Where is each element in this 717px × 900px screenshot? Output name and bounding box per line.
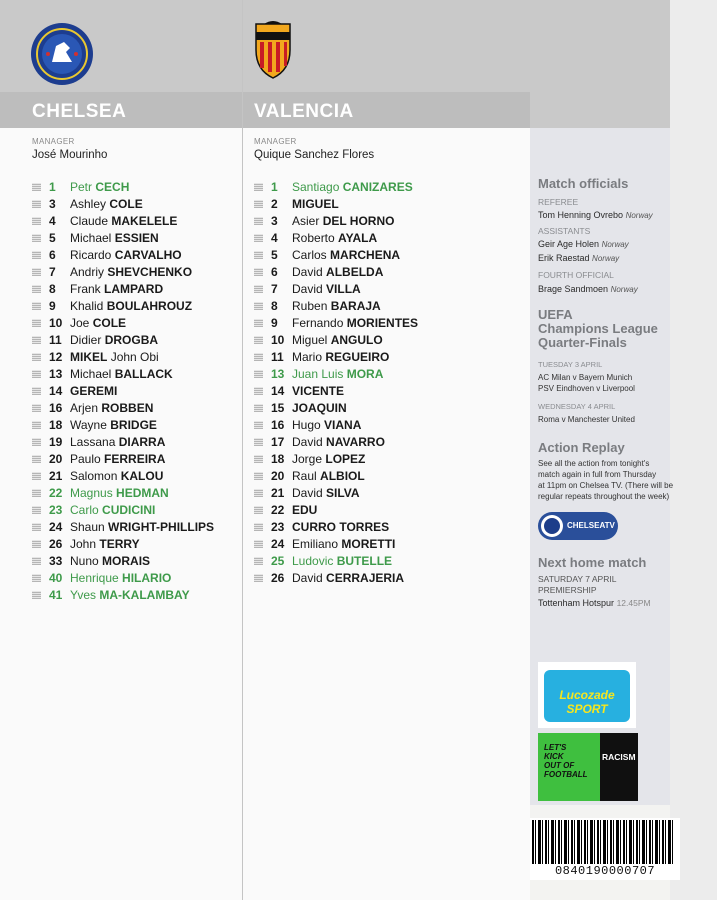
checkbox-mark-icon: [32, 506, 41, 514]
checkbox-mark-icon: [254, 489, 263, 497]
player-row: [254, 366, 524, 383]
player-number: 25: [271, 554, 285, 568]
player-number: 22: [271, 503, 285, 517]
player-number: 41: [49, 588, 63, 602]
player-name: Salomon KALOU: [70, 469, 164, 483]
next-match-heading: Next home match: [538, 555, 647, 570]
player-name: Petr CECH: [70, 180, 130, 194]
player-number: 8: [49, 282, 56, 296]
player-name: Yves MA-KALAMBAY: [70, 588, 190, 602]
valencia-team-name: VALENCIA: [254, 101, 354, 122]
chelsea-crest-icon: [30, 22, 94, 86]
checkbox-mark-icon: [254, 285, 263, 293]
checkbox-mark-icon: [32, 268, 41, 276]
player-number: 18: [49, 418, 63, 432]
player-name: Hugo VIANA: [292, 418, 362, 432]
player-row: [32, 179, 237, 196]
checkbox-mark-icon: [32, 336, 41, 344]
player-row: [254, 332, 524, 349]
player-number: 14: [49, 384, 63, 398]
player-name: John TERRY: [70, 537, 140, 551]
player-name: Michael ESSIEN: [70, 231, 159, 245]
player-number: 2: [271, 197, 278, 211]
barcode-bars: [532, 820, 674, 864]
checkbox-mark-icon: [32, 591, 41, 599]
player-number: 17: [271, 435, 285, 449]
player-row: [32, 349, 237, 366]
assistant-1: Geir Age Holen Norway: [538, 239, 629, 249]
player-row: [254, 417, 524, 434]
checkbox-mark-icon: [254, 183, 263, 191]
chelsea-team-name: CHELSEA: [32, 101, 127, 122]
checkbox-mark-icon: [32, 523, 41, 531]
player-name: Frank LAMPARD: [70, 282, 164, 296]
player-name: Ashley COLE: [70, 197, 143, 211]
checkbox-mark-icon: [32, 251, 41, 259]
player-name: Didier DROGBA: [70, 333, 159, 347]
player-number: 14: [271, 384, 285, 398]
player-number: 7: [271, 282, 278, 296]
player-row: [254, 451, 524, 468]
checkbox-mark-icon: [254, 217, 263, 225]
player-number: 33: [49, 554, 63, 568]
chelsea-tv-logo-icon: [541, 515, 563, 537]
player-name: Roberto AYALA: [292, 231, 378, 245]
player-number: 15: [271, 401, 285, 415]
player-name: Emiliano MORETTI: [292, 537, 396, 551]
fourth-official-label: FOURTH OFFICIAL: [538, 270, 614, 280]
player-name: David SILVA: [292, 486, 360, 500]
player-row: [32, 519, 237, 536]
player-name: Lassana DIARRA: [70, 435, 166, 449]
player-name: Jorge LOPEZ: [292, 452, 366, 466]
player-name: David NAVARRO: [292, 435, 385, 449]
page-edge: [670, 0, 717, 900]
player-name: Nuno MORAIS: [70, 554, 151, 568]
player-name: Khalid BOULAHROUZ: [70, 299, 193, 313]
player-row: [32, 264, 237, 281]
player-row: [254, 213, 524, 230]
player-name: Mario REGUEIRO: [292, 350, 390, 364]
valencia-roster: [254, 179, 524, 587]
player-name: David ALBELDA: [292, 265, 384, 279]
player-name: Michael BALLACK: [70, 367, 173, 381]
next-match-date: SATURDAY 7 APRIL: [538, 574, 617, 584]
checkbox-mark-icon: [254, 506, 263, 514]
player-number: 21: [49, 469, 63, 483]
player-number: 13: [49, 367, 63, 381]
checkbox-mark-icon: [32, 489, 41, 497]
checkbox-mark-icon: [254, 574, 263, 582]
player-name: Ricardo CARVALHO: [70, 248, 182, 262]
uefa-match-3: Roma v Manchester United: [538, 415, 635, 424]
player-row: [254, 485, 524, 502]
player-row: [32, 230, 237, 247]
player-number: 11: [49, 333, 62, 347]
player-name: Asier DEL HORNO: [292, 214, 395, 228]
player-name: VICENTE: [292, 384, 345, 398]
player-number: 10: [49, 316, 63, 330]
assistants-label: ASSISTANTS: [538, 226, 591, 236]
player-number: 5: [49, 231, 56, 245]
checkbox-mark-icon: [32, 353, 41, 361]
chelsea-manager-label: MANAGER: [32, 137, 75, 146]
checkbox-mark-icon: [254, 234, 263, 242]
checkbox-mark-icon: [254, 438, 263, 446]
player-row: [254, 349, 524, 366]
checkbox-mark-icon: [32, 319, 41, 327]
checkbox-mark-icon: [32, 285, 41, 293]
checkbox-mark-icon: [254, 540, 263, 548]
player-row: [254, 264, 524, 281]
checkbox-mark-icon: [32, 404, 41, 412]
checkbox-mark-icon: [32, 574, 41, 582]
player-number: 21: [271, 486, 285, 500]
player-name: Henrique HILARIO: [70, 571, 172, 585]
player-name: CURRO TORRES: [292, 520, 390, 534]
checkbox-mark-icon: [254, 319, 263, 327]
fourth-official-name: Brage Sandmoen Norway: [538, 284, 638, 294]
checkbox-mark-icon: [32, 183, 41, 191]
player-number: 24: [49, 520, 63, 534]
player-row: [254, 570, 524, 587]
checkbox-mark-icon: [254, 387, 263, 395]
player-number: 1: [271, 180, 278, 194]
barcode-digits: 0840190000707: [554, 864, 656, 878]
player-number: 26: [271, 571, 285, 585]
chelsea-roster: [32, 179, 237, 604]
player-name: Claude MAKELELE: [70, 214, 178, 228]
checkbox-mark-icon: [254, 404, 263, 412]
player-row: [254, 502, 524, 519]
player-name: Ruben BARAJA: [292, 299, 381, 313]
player-number: 6: [271, 265, 278, 279]
player-name: GEREMI: [70, 384, 118, 398]
player-row: [32, 400, 237, 417]
valencia-manager-name: Quique Sanchez Flores: [254, 149, 375, 161]
checkbox-mark-icon: [32, 455, 41, 463]
player-row: [254, 536, 524, 553]
player-number: 23: [271, 520, 285, 534]
checkbox-mark-icon: [254, 557, 263, 565]
player-row: [32, 451, 237, 468]
column-divider: [242, 0, 243, 900]
player-row: [254, 519, 524, 536]
player-number: 26: [49, 537, 63, 551]
referee-name: Tom Henning Ovrebo Norway: [538, 210, 653, 220]
checkbox-mark-icon: [254, 421, 263, 429]
checkbox-mark-icon: [32, 370, 41, 378]
player-row: [32, 553, 237, 570]
uefa-heading: UEFA Champions League Quarter-Finals: [538, 307, 658, 350]
player-row: [254, 468, 524, 485]
player-number: 7: [49, 265, 56, 279]
checkbox-mark-icon: [254, 523, 263, 531]
player-name: JOAQUIN: [292, 401, 347, 415]
player-number: 16: [49, 401, 63, 415]
player-row: [32, 468, 237, 485]
player-name: Magnus HEDMAN: [70, 486, 169, 500]
officials-heading: Match officials: [538, 176, 629, 191]
player-row: [32, 587, 237, 604]
checkbox-mark-icon: [32, 421, 41, 429]
sidebar-top: [530, 0, 670, 128]
checkbox-mark-icon: [254, 336, 263, 344]
player-name: Miguel ANGULO: [292, 333, 383, 347]
player-name: Ludovic BUTELLE: [292, 554, 393, 568]
checkbox-mark-icon: [32, 472, 41, 480]
player-row: [254, 553, 524, 570]
checkbox-mark-icon: [32, 540, 41, 548]
player-number: 20: [49, 452, 63, 466]
chelsea-tv-badge: CHELSEATV: [538, 512, 618, 540]
player-row: [32, 213, 237, 230]
checkbox-mark-icon: [32, 234, 41, 242]
player-row: [32, 332, 237, 349]
player-name: Juan Luis MORA: [292, 367, 384, 381]
next-match-fixture: Tottenham Hotspur 12.45PM: [538, 598, 651, 608]
player-row: [32, 417, 237, 434]
player-number: 9: [49, 299, 56, 313]
player-row: [32, 247, 237, 264]
player-name: Fernando MORIENTES: [292, 316, 419, 330]
player-number: 40: [49, 571, 63, 585]
player-row: [32, 315, 237, 332]
player-number: 13: [271, 367, 285, 381]
checkbox-mark-icon: [254, 455, 263, 463]
checkbox-mark-icon: [254, 251, 263, 259]
replay-line-4: regular repeats throughout the week): [538, 492, 670, 501]
player-number: 8: [271, 299, 278, 313]
player-number: 3: [271, 214, 278, 228]
player-name: Shaun WRIGHT-PHILLIPS: [70, 520, 215, 534]
player-number: 5: [271, 248, 278, 262]
player-row: [32, 485, 237, 502]
player-name: Carlos MARCHENA: [292, 248, 401, 262]
player-row: [32, 570, 237, 587]
player-row: [32, 536, 237, 553]
valencia-manager-label: MANAGER: [254, 137, 297, 146]
player-number: 1: [49, 180, 56, 194]
player-row: [254, 383, 524, 400]
player-number: 9: [271, 316, 278, 330]
checkbox-mark-icon: [254, 268, 263, 276]
player-row: [254, 315, 524, 332]
player-row: [254, 247, 524, 264]
player-row: [32, 196, 237, 213]
player-name: Paulo FERREIRA: [70, 452, 166, 466]
player-row: [32, 383, 237, 400]
next-match-competition: PREMIERSHIP: [538, 585, 597, 595]
player-row: [32, 366, 237, 383]
player-row: [254, 281, 524, 298]
player-name: EDU: [292, 503, 318, 517]
player-row: [32, 434, 237, 451]
replay-line-3: at 11pm on Chelsea TV. (There will be: [538, 481, 674, 490]
player-name: Andriy SHEVCHENKO: [70, 265, 193, 279]
player-number: 4: [49, 214, 56, 228]
lucozade-sport-logo: Lucozade SPORT: [538, 662, 636, 728]
player-number: 23: [49, 503, 63, 517]
player-number: 18: [271, 452, 285, 466]
player-name: Joe COLE: [70, 316, 127, 330]
player-row: [254, 400, 524, 417]
player-row: [32, 298, 237, 315]
checkbox-mark-icon: [32, 200, 41, 208]
player-number: 6: [49, 248, 56, 262]
player-name: Carlo CUDICINI: [70, 503, 156, 517]
checkbox-mark-icon: [32, 217, 41, 225]
checkbox-mark-icon: [254, 302, 263, 310]
kick-racism-logo: LET'S KICK OUT OF FOOTBALL RACISM: [538, 733, 638, 801]
checkbox-mark-icon: [254, 353, 263, 361]
player-number: 11: [271, 350, 284, 364]
player-row: [32, 281, 237, 298]
player-number: 24: [271, 537, 285, 551]
player-row: [254, 298, 524, 315]
uefa-day-1: TUESDAY 3 APRIL: [538, 360, 603, 369]
checkbox-mark-icon: [254, 472, 263, 480]
player-name: Arjen ROBBEN: [70, 401, 154, 415]
player-name: Wayne BRIDGE: [70, 418, 157, 432]
player-row: [254, 179, 524, 196]
referee-label: REFEREE: [538, 197, 579, 207]
checkbox-mark-icon: [32, 557, 41, 565]
chelsea-manager-name: José Mourinho: [32, 149, 108, 161]
player-name: Santiago CANIZARES: [292, 180, 413, 194]
player-name: MIGUEL: [292, 197, 339, 211]
player-number: 3: [49, 197, 56, 211]
player-row: [254, 434, 524, 451]
uefa-match-2: PSV Eindhoven v Liverpool: [538, 384, 635, 393]
checkbox-mark-icon: [32, 438, 41, 446]
checkbox-mark-icon: [32, 302, 41, 310]
player-name: David VILLA: [292, 282, 361, 296]
player-name: Raul ALBIOL: [292, 469, 365, 483]
player-row: [32, 502, 237, 519]
assistant-2: Erik Raestad Norway: [538, 253, 620, 263]
player-number: 22: [49, 486, 63, 500]
replay-line-2: match again in full from Thursday: [538, 470, 657, 479]
replay-heading: Action Replay: [538, 440, 625, 455]
player-name: MIKEL John Obi: [70, 350, 159, 364]
barcode: [530, 818, 680, 880]
player-name: David CERRAJERIA: [292, 571, 405, 585]
uefa-match-1: AC Milan v Bayern Munich: [538, 373, 633, 382]
player-row: [254, 196, 524, 213]
player-number: 16: [271, 418, 285, 432]
checkbox-mark-icon: [32, 387, 41, 395]
player-number: 10: [271, 333, 285, 347]
checkbox-mark-icon: [254, 370, 263, 378]
replay-line-1: See all the action from tonight's: [538, 459, 650, 468]
checkbox-mark-icon: [254, 200, 263, 208]
valencia-crest-icon: [250, 20, 296, 80]
player-number: 4: [271, 231, 278, 245]
player-number: 20: [271, 469, 285, 483]
player-number: 19: [49, 435, 63, 449]
uefa-day-2: WEDNESDAY 4 APRIL: [538, 402, 616, 411]
player-row: [254, 230, 524, 247]
player-number: 12: [49, 350, 63, 364]
